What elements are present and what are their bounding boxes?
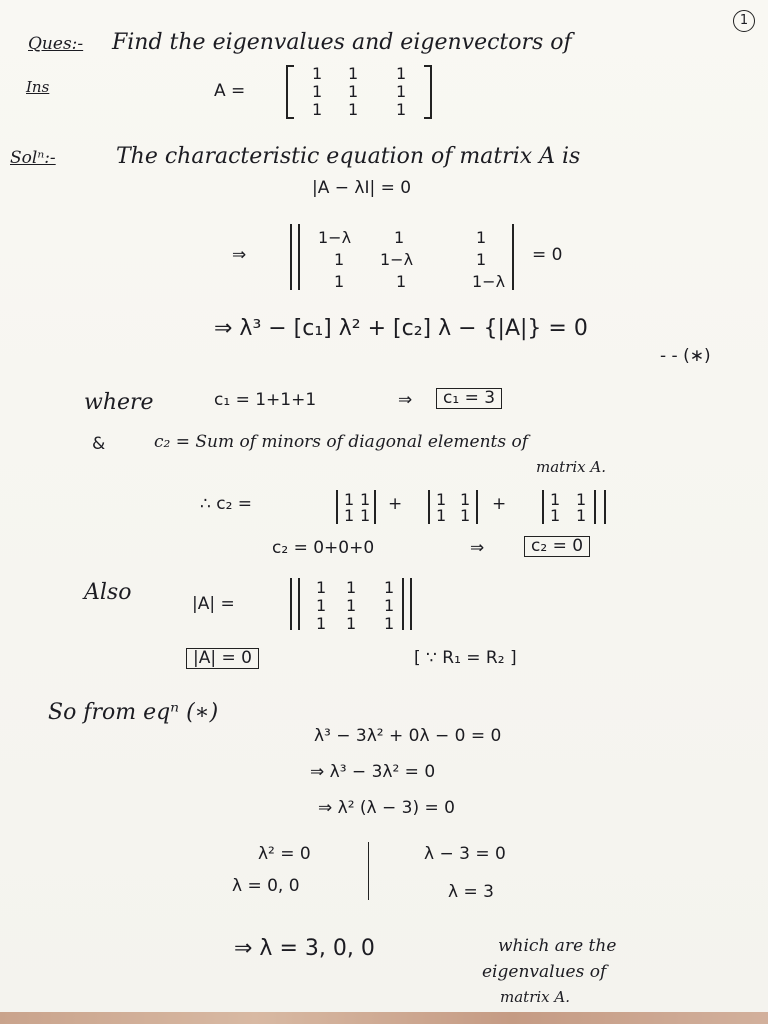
c2-arrow: ⇒ xyxy=(470,538,485,558)
minor-cell: 1 xyxy=(550,490,561,509)
minor-bar xyxy=(594,490,596,524)
det-a-cell: 1 xyxy=(316,596,327,615)
matrix-a-cell: 1 xyxy=(348,64,359,83)
minor-cell: 1 xyxy=(436,490,447,509)
det-a-cell: 1 xyxy=(346,596,357,615)
case-right-2: λ = 3 xyxy=(448,882,494,902)
solution-label: Solⁿ:- xyxy=(10,148,56,168)
matrix-a-cell: 1 xyxy=(396,64,407,83)
where-label: where xyxy=(84,390,154,415)
det-a-bar xyxy=(402,578,404,630)
determinant-left-bar xyxy=(298,224,300,290)
minor-cell: 1 xyxy=(360,490,371,509)
equation-tag: - - (∗) xyxy=(660,346,711,366)
bottom-surface-strip xyxy=(0,1012,768,1024)
minor-bar xyxy=(428,490,430,524)
minor-cell: 1 xyxy=(550,506,561,525)
step-3: ⇒ λ² (λ − 3) = 0 xyxy=(318,798,455,818)
solution-intro: The characteristic equation of matrix A is xyxy=(116,144,581,169)
case-left-2: λ = 0, 0 xyxy=(232,876,300,896)
characteristic-equation: |A − λI| = 0 xyxy=(312,178,412,198)
det-a-cell: 1 xyxy=(384,596,395,615)
minor-cell: 1 xyxy=(436,506,447,525)
ampersand: & xyxy=(92,434,106,454)
minor-cell: 1 xyxy=(344,490,355,509)
minor-bar xyxy=(336,490,338,524)
c2-result: c₂ = 0 xyxy=(524,536,590,557)
c1-result: c₁ = 3 xyxy=(436,388,502,409)
determinant-cell: 1−λ xyxy=(380,250,414,269)
det-a-label: |A| = xyxy=(192,594,235,614)
minor-cell: 1 xyxy=(360,506,371,525)
plus-sign: + xyxy=(492,494,507,514)
matrix-a-cell: 1 xyxy=(348,82,359,101)
det-a-bar xyxy=(298,578,300,630)
final-note-3: matrix A. xyxy=(500,988,570,1006)
determinant-cell: 1−λ xyxy=(318,228,352,247)
determinant-left-bar xyxy=(290,224,292,290)
determinant-cell: 1−λ xyxy=(472,272,506,291)
matrix-a-cell: 1 xyxy=(396,82,407,101)
minor-bar xyxy=(604,490,606,524)
page-number: 1 xyxy=(733,10,755,32)
det-a-reason: [ ∵ R₁ = R₂ ] xyxy=(414,648,517,668)
determinant-cell: 1 xyxy=(476,228,487,247)
det-a-cell: 1 xyxy=(316,578,327,597)
c2-definition-cont: matrix A. xyxy=(536,458,606,476)
case-right-1: λ − 3 = 0 xyxy=(424,844,506,864)
matrix-a-cell: 1 xyxy=(312,100,323,119)
so-from-equation: So from eqⁿ (∗) xyxy=(48,700,219,725)
matrix-a-name: A = xyxy=(214,81,246,101)
determinant-arrow: ⇒ xyxy=(232,245,247,265)
question-text: Find the eigenvalues and eigenvectors of xyxy=(112,30,572,55)
step-2: ⇒ λ³ − 3λ² = 0 xyxy=(310,762,436,782)
det-a-cell: 1 xyxy=(346,578,357,597)
determinant-cell: 1 xyxy=(334,272,345,291)
minor-bar xyxy=(476,490,478,524)
c1-expression: c₁ = 1+1+1 xyxy=(214,390,317,410)
minor-cell: 1 xyxy=(576,506,587,525)
determinant-cell: 1 xyxy=(394,228,405,247)
step-1: λ³ − 3λ² + 0λ − 0 = 0 xyxy=(314,726,502,746)
minor-bar xyxy=(542,490,544,524)
det-a-bar xyxy=(290,578,292,630)
matrix-a-cell: 1 xyxy=(348,100,359,119)
det-a-cell: 1 xyxy=(316,614,327,633)
determinant-right-bar xyxy=(512,224,514,290)
minor-cell: 1 xyxy=(576,490,587,509)
matrix-a-cell: 1 xyxy=(396,100,407,119)
c2-definition: c₂ = Sum of minors of diagonal elements of xyxy=(154,432,529,452)
determinant-cell: 1 xyxy=(476,250,487,269)
case-divider xyxy=(368,842,369,900)
case-left-1: λ² = 0 xyxy=(258,844,311,864)
final-note-1: which are the xyxy=(498,936,617,956)
det-a-cell: 1 xyxy=(384,614,395,633)
minor-cell: 1 xyxy=(344,506,355,525)
minor-cell: 1 xyxy=(460,506,471,525)
minor-bar xyxy=(374,490,376,524)
determinant-cell: 1 xyxy=(334,250,345,269)
c1-arrow: ⇒ xyxy=(398,390,413,410)
det-a-cell: 1 xyxy=(384,578,395,597)
final-eigenvalues: ⇒ λ = 3, 0, 0 xyxy=(234,936,375,961)
det-a-result: |A| = 0 xyxy=(186,648,259,669)
also-label: Also xyxy=(84,580,132,605)
det-a-cell: 1 xyxy=(346,614,357,633)
question-label: Ques:- xyxy=(28,34,84,54)
matrix-a-brackets xyxy=(284,64,434,120)
determinant-equals: = 0 xyxy=(532,245,563,265)
matrix-a-cell: 1 xyxy=(312,64,323,83)
minor-cell: 1 xyxy=(460,490,471,509)
matrix-a-cell: 1 xyxy=(312,82,323,101)
plus-sign: + xyxy=(388,494,403,514)
c2-sum: c₂ = 0+0+0 xyxy=(272,538,375,558)
det-a-bar xyxy=(410,578,412,630)
determinant-cell: 1 xyxy=(396,272,407,291)
characteristic-cubic: ⇒ λ³ − [c₁] λ² + [c₂] λ − {|A|} = 0 xyxy=(214,316,588,341)
final-note-2: eigenvalues of xyxy=(482,962,607,982)
instruction-label: Ins xyxy=(26,78,50,96)
c2-minors-label: ∴ c₂ = xyxy=(200,494,253,514)
